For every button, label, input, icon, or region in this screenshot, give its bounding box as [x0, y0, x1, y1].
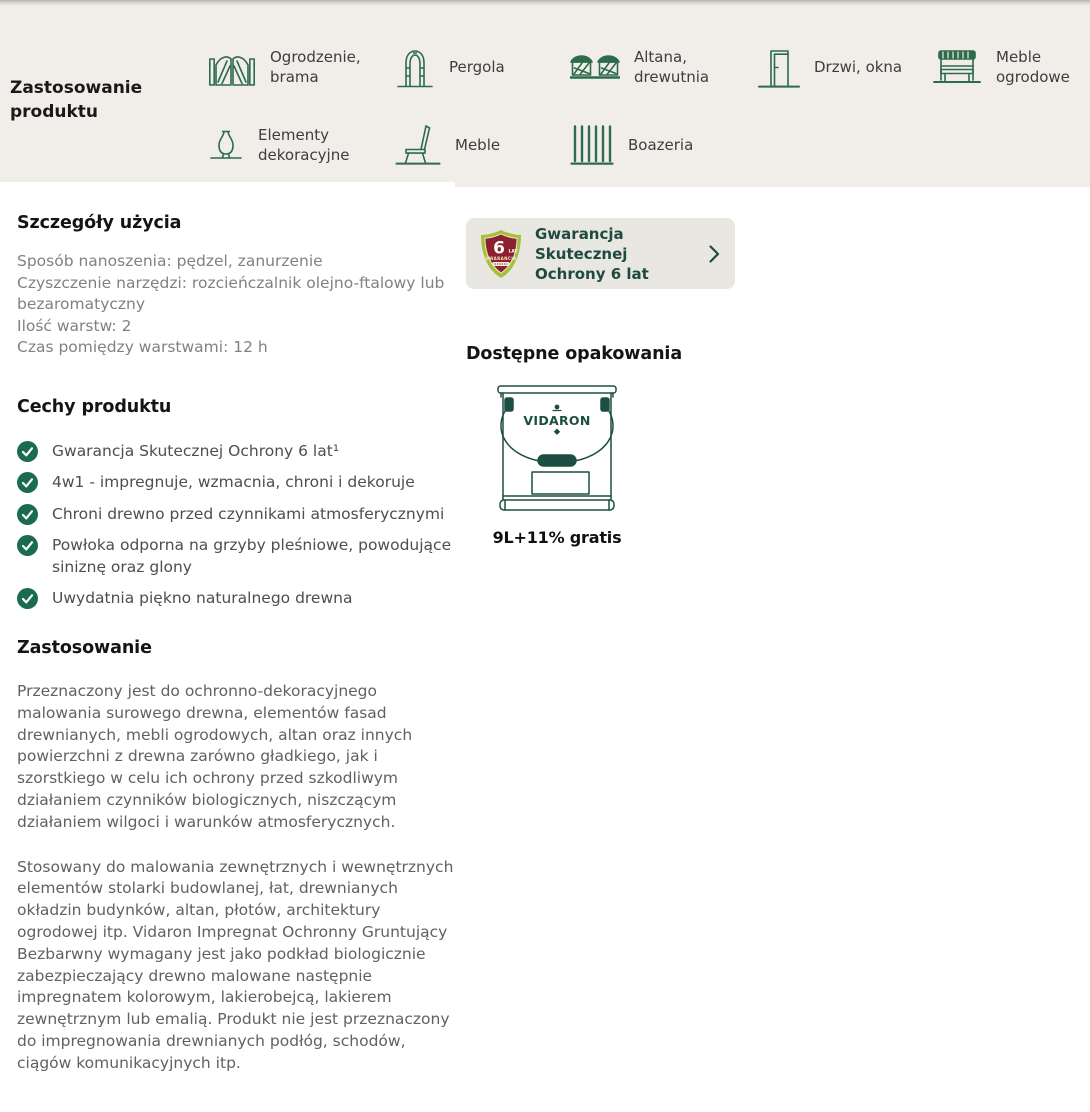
- application-paragraph: Stosowany do malowania zewnętrznych i wewnętrznych elementów stolarki budowlanej, łat, drewnianych okładzin budynków, altan, płotów, architektury ogrodowej itp. Vidaron Impregnat Ochronny Gruntujący Bezbarwny wymagany jest jako podkład biologicznie zabezpieczający drewno malowane następnie impregnatem kolorowym, lakierobejcą, lakierem zewnętrznym lub emalią. Produkt nie jest przeznaczony do impregnowania drewnianych podłóg, schodów, ciągów komunikacyjnych itp.: [17, 857, 454, 1072]
- application-item-decorative-elements: [208, 106, 395, 184]
- guarantee-label: Gwarancja Skutecznej Ochrony 6 lat: [535, 224, 649, 283]
- guarantee-banner[interactable]: [466, 218, 735, 289]
- feature-item: [17, 504, 458, 526]
- application-item-label: Pergola: [449, 58, 505, 76]
- feature-text: 4w1 - impregnuje, wzmacnia, chroni i dekoruje: [52, 473, 415, 492]
- application-item-label: Ogrodzenie, brama: [270, 48, 361, 86]
- feature-text: Chroni drewno przed czynnikami atmosferycznymi: [52, 504, 445, 523]
- feature-text: Gwarancja Skutecznej Ochrony 6 lat¹: [52, 441, 340, 460]
- application-item-label: Meble: [455, 136, 501, 154]
- application-item-gazebo: [570, 28, 758, 106]
- product-side-column: [466, 187, 766, 547]
- check-circle-icon: [17, 441, 38, 462]
- application-paragraph: Przeznaczony jest do ochronno-dekoracyjnego malowania surowego drewna, elementów fasad drewnianych, mebli ogrodowych, altan oraz innych powierzchni z drewna zarówno gładkiego, jak i szorstkiego w celu ich ochrony przed szkodliwym działaniem czynników biologicznych, niszczącym działaniem wilgoci i warunków atmosferycznych.: [17, 681, 413, 831]
- application-icons-grid: [208, 28, 1090, 184]
- chair-icon: [395, 123, 441, 167]
- check-circle-icon: [17, 535, 38, 556]
- vase-icon: [208, 128, 244, 162]
- application-item-pergola: [395, 28, 570, 106]
- application-item-doors-windows: [758, 28, 932, 106]
- application-section-title: Zastosowanie: [17, 637, 152, 658]
- garden-bench-icon: [932, 48, 982, 86]
- check-circle-icon: [17, 504, 38, 525]
- feature-item: [17, 472, 458, 494]
- packaging-variant-9l[interactable]: [487, 384, 627, 547]
- gate-icon: [208, 47, 256, 87]
- svg-text:LAT: LAT: [508, 249, 518, 254]
- features-title: Cechy produktu: [17, 396, 172, 417]
- usage-details-list: [17, 251, 458, 359]
- application-item-label: Elementy dekoracyjne: [258, 126, 350, 164]
- application-item-label: Boazeria: [628, 136, 694, 154]
- gazebo-icon: [570, 51, 620, 83]
- paint-bucket-icon: [487, 384, 627, 520]
- svg-text:GWARANCJA: GWARANCJA: [485, 255, 517, 261]
- features-list: [17, 441, 458, 610]
- usage-detail-line: Ilość warstw: 2: [17, 316, 132, 335]
- usage-detail-line: Czas pomiędzy warstwami: 12 h: [17, 338, 268, 357]
- check-circle-icon: [17, 588, 38, 609]
- feature-item: [17, 535, 458, 578]
- packaging-variant-label: 9L+11% gratis: [492, 528, 622, 547]
- application-item-label: Drzwi, okna: [814, 58, 903, 76]
- svg-text:6: 6: [493, 238, 505, 258]
- usage-details-title: Szczegóły użycia: [17, 213, 182, 233]
- paneling-icon: [570, 123, 614, 167]
- application-item-label: Meble ogrodowe: [996, 48, 1070, 86]
- check-circle-icon: [17, 472, 38, 493]
- usage-detail-line: Czyszczenie narzędzi: rozcieńczalnik olejno-ftalowy lub bezaromatyczny: [17, 273, 445, 314]
- chevron-right-icon: [709, 245, 720, 263]
- door-icon: [758, 46, 800, 88]
- packaging-title: Dostępne opakowania: [466, 344, 683, 364]
- application-item-paneling: [570, 106, 758, 184]
- feature-text: Powłoka odporna na grzyby pleśniowe, powodujące siniznę oraz glony: [52, 536, 452, 576]
- applications-band-title: Zastosowanie produktu: [10, 78, 143, 122]
- feature-item: [17, 441, 458, 463]
- feature-text: Uwydatnia piękno naturalnego drewna: [52, 589, 353, 608]
- feature-item: [17, 588, 458, 610]
- application-item-furniture: [395, 106, 570, 184]
- application-item-garden-furniture: [932, 28, 1090, 106]
- pergola-icon: [395, 46, 435, 88]
- application-item-fence-gate: [208, 28, 395, 106]
- product-details-column: [17, 187, 458, 1075]
- guarantee-shield-icon: [479, 229, 523, 279]
- application-item-label: Altana, drewutnia: [634, 48, 710, 86]
- usage-detail-line: Sposób nanoszenia: pędzel, zanurzenie: [17, 252, 323, 270]
- svg-text:VIDARON: VIDARON: [523, 413, 591, 428]
